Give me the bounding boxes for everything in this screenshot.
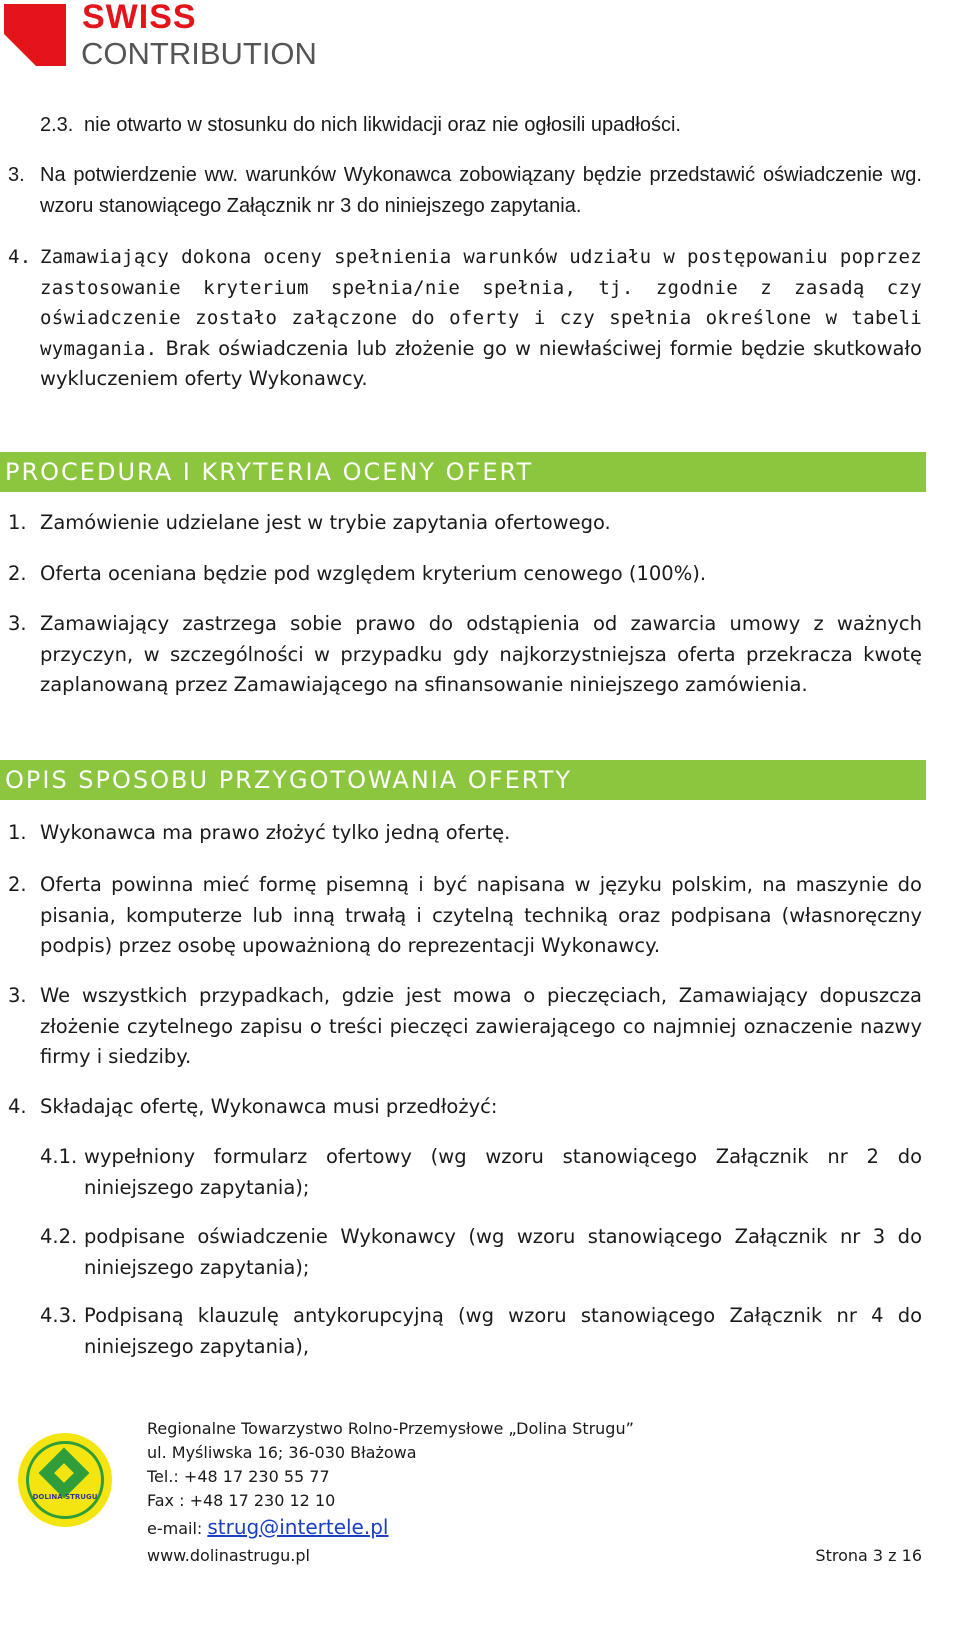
paragraph: Zamówienie udzielane jest w trybie zapytania ofertowego. — [40, 511, 611, 534]
section-heading-band — [0, 452, 926, 492]
item-number: 1. — [8, 511, 27, 534]
item-number: 2. — [8, 873, 27, 896]
page-number: Strona 3 z 16 — [815, 1546, 922, 1565]
paragraph: Na potwierdzenie ww. warunków Wykonawca zobowiązany będzie przedstawić oświadczenie wg. wzoru stanowiącego Załącznik nr 3 do niniejszego zapytania. — [40, 164, 922, 217]
item-number: 1. — [8, 821, 27, 844]
subitem-number: 4.2. — [40, 1225, 78, 1248]
paragraph: Zamawiający zastrzega sobie prawo do odstąpienia od zawarcia umowy z ważnych przyczyn, w szczególności w przypadku gdy najkorzystniejsza oferta przekracza kwotę zaplanowaną przez Zamawiającego na sfinansowanie niniejszego zamówienia. — [40, 612, 922, 696]
item-number: 2.3. — [40, 114, 74, 136]
logo-mark-icon — [4, 4, 66, 66]
item-number: 3. — [8, 164, 25, 186]
email-link[interactable]: strug@intertele.pl — [207, 1515, 389, 1539]
logo-text-contribution: CONTRIBUTION — [81, 36, 317, 71]
item-number: 4. — [8, 246, 32, 268]
paragraph: nie otwarto w stosunku do nich likwidacji oraz nie ogłosili upadłości. — [84, 114, 681, 136]
dolina-strugu-logo — [18, 1433, 112, 1527]
paragraph — [40, 242, 922, 395]
subitem-paragraph: podpisane oświadczenie Wykonawcy (wg wzoru stanowiącego Załącznik nr 3 do niniejszego zapytania); — [84, 1225, 922, 1279]
section-heading-band — [0, 760, 926, 800]
section-heading: PROCEDURA I KRYTERIA OCENY OFERT — [5, 458, 534, 486]
subitem-number: 4.3. — [40, 1304, 78, 1327]
item-number: 4. — [8, 1095, 27, 1118]
logo-text-swiss: SWISS — [82, 0, 197, 36]
paragraph: We wszystkich przypadkach, gdzie jest mowa o pieczęciach, Zamawiający dopuszcza złożenie czytelnego zapisu o treści pieczęci zawierającego co najmniej oznaczenie nazwy firmy i siedziby. — [40, 984, 922, 1068]
website-link[interactable]: www.dolinastrugu.pl — [147, 1546, 310, 1565]
footer-tel: Tel.: +48 17 230 55 77 — [147, 1467, 330, 1486]
subitem-paragraph: Podpisaną klauzulę antykorupcyjną (wg wzoru stanowiącego Załącznik nr 4 do niniejszego zapytania), — [84, 1304, 922, 1358]
subitem-paragraph: wypełniony formularz ofertowy (wg wzoru stanowiącego Załącznik nr 2 do niniejszego zapytania); — [84, 1145, 922, 1199]
footer-fax: Fax : +48 17 230 12 10 — [147, 1491, 336, 1510]
footer-address: ul. Myśliwska 16; 36-030 Błażowa — [147, 1443, 417, 1462]
paragraph: Oferta powinna mieć formę pisemną i być napisana w języku polskim, na maszynie do pisania, komputerze lub inną trwałą i czytelną techniką oraz podpisana (własnoręczny podpis) przez osobę upoważnioną do reprezentacji Wykonawcy. — [40, 873, 922, 957]
item-number: 3. — [8, 612, 27, 635]
email-label: e-mail: — [147, 1519, 203, 1538]
item-number: 3. — [8, 984, 27, 1007]
paragraph-part: Zamawiający dokona oceny spełnienia warunków udziału w postępowaniu poprzez zastosowanie kryterium spełnia/nie spełnia, tj. zgodnie z zasadą czy oświadczenie zostało załączone do oferty i czy spełnia określone w tabeli wymagania. — [40, 246, 922, 360]
paragraph: Wykonawca ma prawo złożyć tylko jedną ofertę. — [40, 821, 511, 844]
footer-org: Regionalne Towarzystwo Rolno-Przemysłowe „Dolina Strugu” — [147, 1419, 634, 1438]
paragraph-part: Brak oświadczenia lub złożenie go w niewłaściwej formie będzie skutkowało wykluczeniem oferty Wykonawcy. — [40, 336, 922, 390]
item-number: 2. — [8, 562, 27, 585]
paragraph: Składając ofertę, Wykonawca musi przedłożyć: — [40, 1095, 498, 1118]
paragraph: Oferta oceniana będzie pod względem kryterium cenowego (100%). — [40, 562, 707, 585]
section-heading: OPIS SPOSOBU PRZYGOTOWANIA OFERTY — [5, 766, 572, 794]
subitem-number: 4.1. — [40, 1145, 78, 1168]
logo-label: DOLINA STRUGU — [32, 1493, 98, 1501]
footer-email-line — [147, 1515, 388, 1541]
